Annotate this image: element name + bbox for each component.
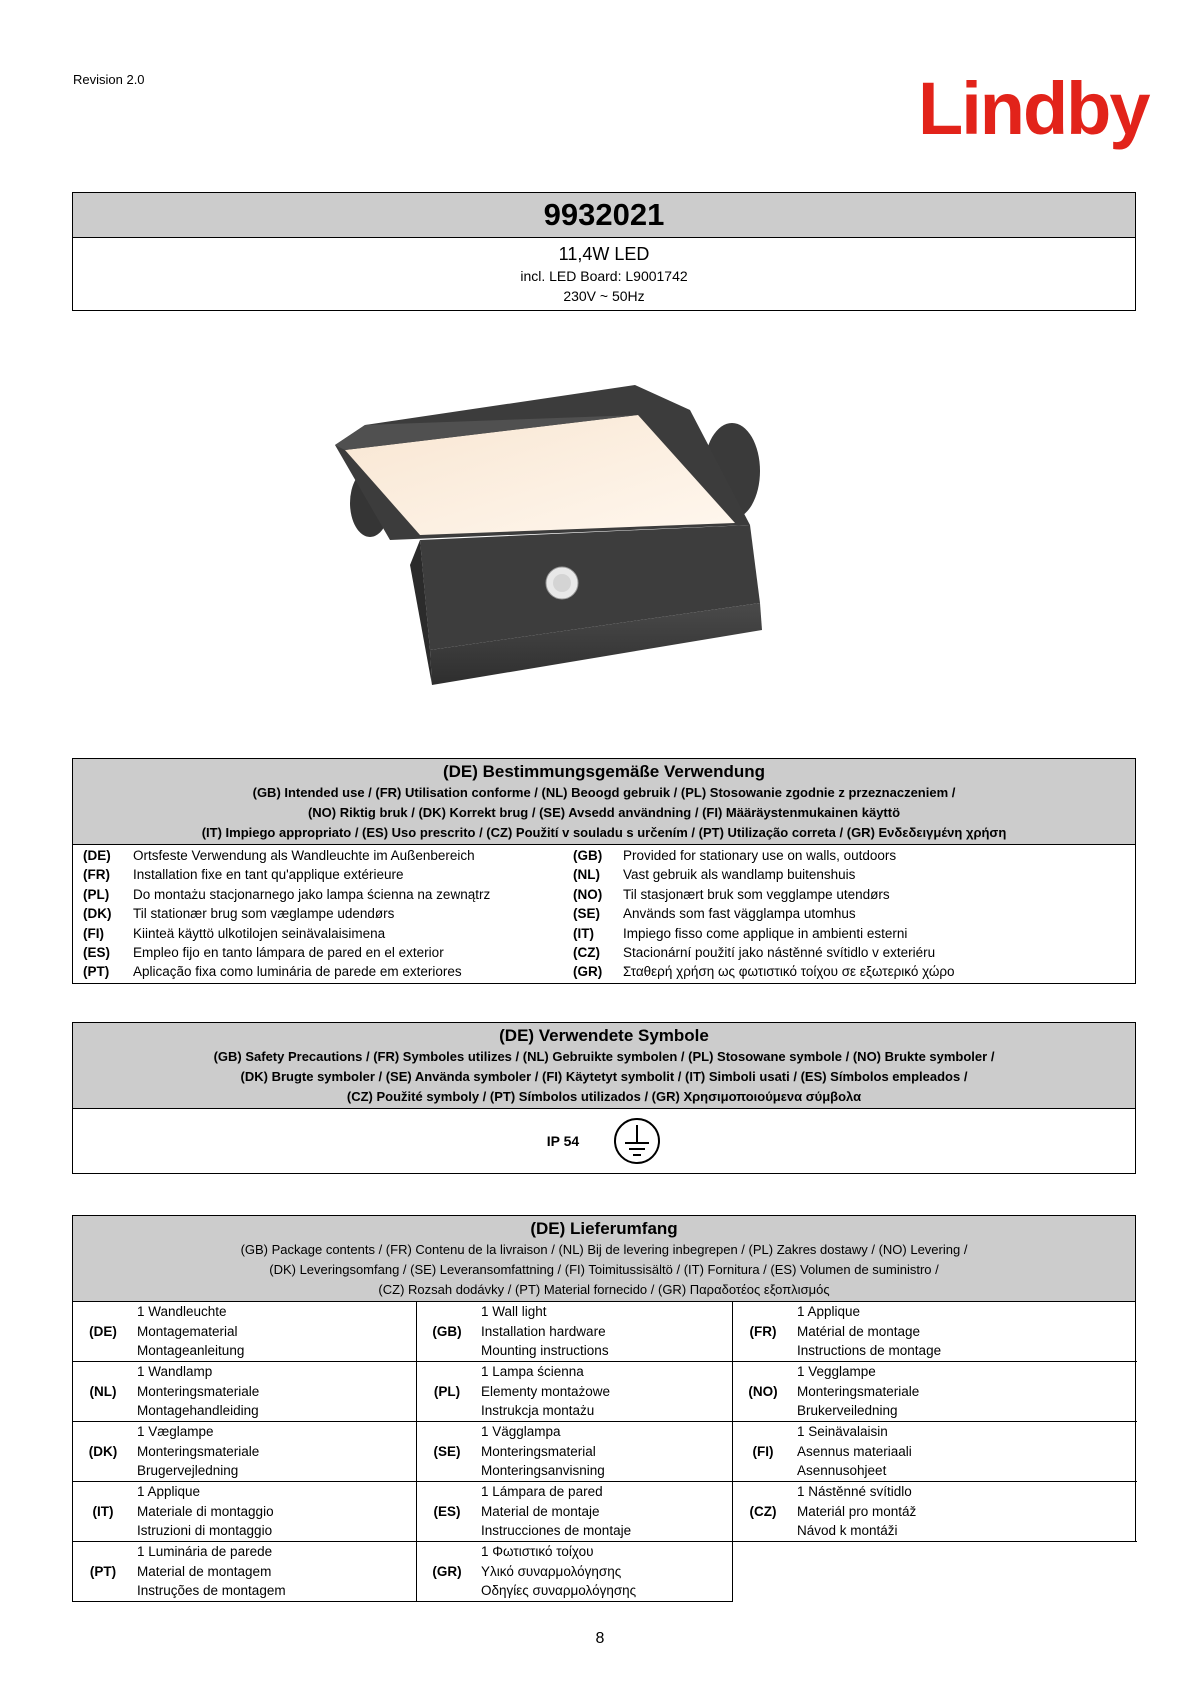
intended-use-text: Kiinteä käyttö ulkotilojen seinävalaisimena [133, 925, 386, 941]
package-contents [793, 1422, 1137, 1481]
intended-use-text: Empleo fijo en tanto lámpara de pared en el exterior [133, 945, 444, 961]
protective-earth-icon [613, 1117, 661, 1165]
package-line: Materiál pro montáž [797, 1503, 917, 1519]
language-code: (DK) [88, 1443, 118, 1459]
intended-use-subtitle-3: (IT) Impiego appropriato / (ES) Uso prescrito / (CZ) Použití v souladu s určením / (PT) Utilização correta / (GR) Ενδεδειγμένη χρήση [201, 825, 1007, 840]
language-code: (SE) [433, 1443, 461, 1459]
package-contents [477, 1302, 732, 1361]
package-title: (DE) Lieferumfang [530, 1219, 678, 1238]
language-code: (ES) [83, 945, 110, 961]
package-cell [73, 1302, 417, 1362]
package-line: Brugervejledning [137, 1463, 239, 1479]
package-cell-empty [733, 1542, 1137, 1602]
package-line: Material de montaje [481, 1503, 600, 1519]
package-line: Instrukcja montażu [481, 1403, 595, 1419]
package-subtitle-1: (GB) Package contents / (FR) Contenu de la livraison / (NL) Bij de levering inbegrepen / (PL) Zakres dostawy / (NO) Levering / [240, 1242, 968, 1257]
intended-use-section [72, 758, 1136, 984]
package-line: 1 Vegglampe [797, 1364, 876, 1379]
item-number: 9932021 [73, 193, 1135, 238]
symbols-subtitle-3: (CZ) Použité symboly / (PT) Símbolos utilizados / (GR) Χρησιμοποιούμενα σύμβολα [346, 1089, 862, 1104]
package-cell [733, 1422, 1137, 1482]
intended-use-text: Impiego fisso come applique in ambienti esterni [623, 925, 908, 941]
package-contents [133, 1362, 416, 1421]
language-code: (IT) [573, 925, 594, 941]
symbols-body [73, 1109, 1135, 1173]
package-line: Monteringsmateriale [797, 1383, 920, 1399]
language-code: (PL) [83, 886, 110, 902]
package-subtitle-3: (CZ) Rozsah dodávky / (PT) Material fornecido / (GR) Παραδοτέος εξοπλισμός [378, 1282, 830, 1297]
intended-use-text: Installation fixe en tant qu'applique extérieure [133, 867, 404, 883]
package-cell [73, 1422, 417, 1482]
package-line: 1 Seinävalaisin [797, 1424, 888, 1439]
package-contents [133, 1542, 416, 1601]
language-code: (GR) [573, 964, 603, 980]
package-cell [417, 1302, 733, 1362]
package-line: Mounting instructions [481, 1343, 609, 1359]
language-code: (FI) [752, 1443, 774, 1459]
package-line: 1 Vägglampa [481, 1424, 561, 1439]
language-code: (IT) [92, 1503, 114, 1519]
package-line: Monteringsmaterial [481, 1443, 596, 1459]
package-cell [417, 1362, 733, 1422]
package-line: 1 Applique [797, 1304, 861, 1319]
package-line: 1 Nástěnné svítidlo [797, 1484, 912, 1499]
package-contents [477, 1542, 732, 1601]
symbols-section [72, 1022, 1136, 1174]
package-subtitle-2: (DK) Leveringsomfang / (SE) Leveransomfattning / (FI) Toimitussisältö / (IT) Fornitura / (ES) Volumen de suministro / [269, 1262, 939, 1277]
package-line: Υλικό συναρμολόγησης [481, 1563, 622, 1579]
package-cell [733, 1362, 1137, 1422]
intended-use-text: Provided for stationary use on walls, outdoors [623, 848, 897, 863]
intended-use-text: Σταθερή χρήση ως φωτιστικό τοίχου σε εξωτερικό χώρο [623, 964, 955, 980]
package-cell [733, 1302, 1137, 1362]
package-line: Montagematerial [137, 1323, 238, 1339]
language-code: (DK) [83, 906, 112, 922]
language-code: (DE) [89, 1323, 117, 1339]
intended-use-title: (DE) Bestimmungsgemäße Verwendung [442, 762, 766, 781]
package-line: 1 Wandlamp [137, 1364, 213, 1379]
language-code: (ES) [433, 1503, 461, 1519]
ip-rating: IP 54 [546, 1133, 580, 1149]
package-line: 1 Wandleuchte [137, 1304, 227, 1319]
intended-use-subtitle-2: (NO) Riktig bruk / (DK) Korrekt brug / (SE) Avsedd användning / (FI) Määräystenmukainen käyttö [307, 805, 901, 820]
language-code: (PT) [89, 1563, 117, 1579]
product-header [72, 192, 1136, 311]
package-contents [477, 1422, 732, 1481]
intended-use-text: Används som fast vägglampa utomhus [623, 906, 856, 922]
language-code: (NL) [89, 1383, 117, 1399]
revision-label: Revision 2.0 [73, 72, 145, 87]
package-line: Installation hardware [481, 1323, 606, 1339]
package-section [72, 1215, 1136, 1602]
package-line: Monteringsmateriale [137, 1443, 260, 1459]
package-line: Istruzioni di montaggio [137, 1523, 273, 1539]
language-code: (NL) [573, 867, 600, 883]
package-cell [417, 1482, 733, 1542]
intended-use-text: Vast gebruik als wandlamp buitenshuis [623, 867, 856, 883]
symbols-header [73, 1023, 1135, 1109]
language-code: (CZ) [749, 1503, 777, 1519]
package-cell [733, 1482, 1137, 1542]
language-code: (GR) [432, 1563, 462, 1579]
package-contents [477, 1362, 732, 1421]
intended-use-text: Ortsfeste Verwendung als Wandleuchte im Außenbereich [133, 848, 475, 863]
package-cell [73, 1362, 417, 1422]
led-board: incl. LED Board: L9001742 [520, 268, 688, 284]
package-cell [73, 1542, 417, 1602]
product-specs [73, 238, 1135, 310]
language-code: (FR) [83, 867, 110, 883]
package-table [73, 1302, 1135, 1602]
language-code: (FR) [749, 1323, 777, 1339]
package-line: 1 Φωτιστικό τοίχου [481, 1544, 594, 1559]
package-line: Montagehandleiding [137, 1403, 259, 1419]
package-line: Instructions de montage [797, 1343, 942, 1359]
symbols-subtitle-2: (DK) Brugte symboler / (SE) Använda symboler / (FI) Käytetyt symbolit / (IT) Simboli usati / (ES) Símbolos empleados / [240, 1069, 968, 1084]
package-line: Instrucciones de montaje [481, 1523, 632, 1539]
language-code: (SE) [573, 906, 600, 922]
package-contents [133, 1482, 416, 1541]
language-code: (GB) [573, 848, 603, 863]
package-contents [793, 1302, 1137, 1361]
language-code: (GB) [432, 1323, 462, 1339]
package-line: Elementy montażowe [481, 1383, 611, 1399]
package-contents [793, 1482, 1137, 1541]
symbols-title: (DE) Verwendete Symbole [499, 1026, 709, 1045]
intended-use-text: Aplicação fixa como luminária de parede em exteriores [133, 964, 462, 980]
package-line: Brukerveiledning [797, 1403, 898, 1419]
intended-use-header [73, 759, 1135, 845]
package-line: Matérial de montage [797, 1323, 921, 1339]
language-code: (DE) [83, 848, 111, 863]
voltage: 230V ~ 50Hz [563, 288, 645, 304]
package-line: Οδηγίες συναρμολόγησης [481, 1583, 637, 1599]
package-line: Materiale di montaggio [137, 1503, 274, 1519]
intended-use-subtitle-1: (GB) Intended use / (FR) Utilisation conforme / (NL) Beoogd gebruik / (PL) Stosowanie zgodnie z przeznaczeniem / [252, 785, 956, 800]
package-line: Návod k montáži [797, 1523, 898, 1539]
language-code: (NO) [748, 1383, 778, 1399]
package-contents [133, 1302, 416, 1361]
package-line: Asennusohjeet [797, 1463, 887, 1479]
page-number: 8 [595, 1630, 605, 1647]
intended-use-text: Til stationær brug som væglampe udendørs [133, 906, 395, 922]
language-code: (CZ) [573, 945, 600, 961]
package-line: 1 Luminária de parede [137, 1544, 273, 1559]
package-cell [417, 1542, 733, 1602]
intended-use-text: Til stasjonært bruk som vegglampe utendørs [623, 886, 890, 902]
package-line: 1 Wall light [481, 1304, 547, 1319]
package-line: Monteringsmateriale [137, 1383, 260, 1399]
package-contents [477, 1482, 732, 1541]
package-header [73, 1216, 1135, 1302]
package-line: Material de montagem [137, 1563, 272, 1579]
package-line: Monteringsanvisning [481, 1463, 605, 1479]
package-line: 1 Lampa ścienna [481, 1364, 584, 1379]
intended-use-text: Stacionární použití jako nástěnné svítidlo v exteriéru [623, 945, 936, 961]
package-line: 1 Lámpara de pared [481, 1484, 603, 1499]
package-line: Instruções de montagem [137, 1583, 286, 1599]
symbols-subtitle-1: (GB) Safety Precautions / (FR) Symboles utilizes / (NL) Gebruikte symbolen / (PL) Stosowane symbole / (NO) Brukte symboler / [213, 1049, 995, 1064]
package-cell [417, 1422, 733, 1482]
language-code: (PT) [83, 964, 110, 980]
package-line: Montageanleitung [137, 1343, 245, 1359]
language-code: (PL) [433, 1383, 461, 1399]
package-contents [793, 1362, 1137, 1421]
brand-logo: Lindby [918, 67, 1149, 150]
package-line: Asennus materiaali [797, 1443, 912, 1459]
intended-use-list [73, 845, 1135, 983]
package-contents [133, 1422, 416, 1481]
package-line: 1 Væglampe [137, 1424, 214, 1439]
intended-use-text: Do montażu stacjonarnego jako lampa ścienna na zewnątrz [133, 886, 491, 902]
product-image [330, 385, 850, 715]
package-cell [73, 1482, 417, 1542]
package-line: 1 Applique [137, 1484, 201, 1499]
language-code: (FI) [83, 925, 104, 941]
language-code: (NO) [573, 886, 603, 902]
power-rating: 11,4W LED [558, 244, 650, 264]
